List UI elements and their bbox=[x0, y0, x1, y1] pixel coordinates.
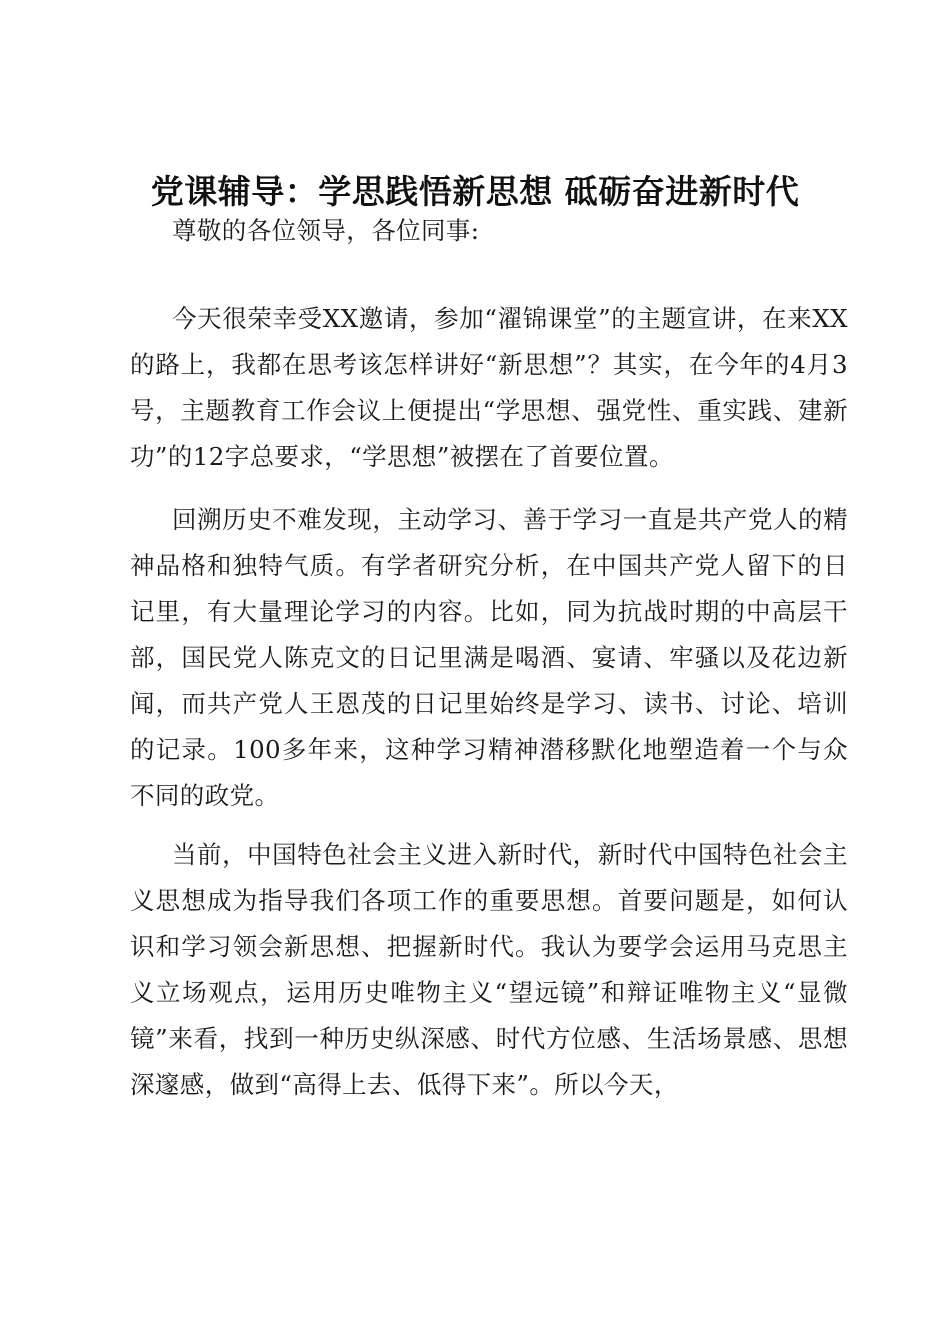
body-paragraph-2: 回溯历史不难发现，主动学习、善于学习一直是共产党人的精神品格和独特气质。有学者研究分析，在中国共产党人留下的日记里，有大量理论学习的内容。比如，同为抗战时期的中高层干部，国民党人陈克文的日记里满是喝酒、宴请、牢骚以及花边新闻，而共产党人王恩茂的日记里始终是学习、读书、讨论、培训的记录。100多年来，这种学习精神潜移默化地塑造着一个与众不同的政党。 bbox=[130, 505, 848, 810]
greeting-paragraph: 尊敬的各位领导，各位同事: bbox=[172, 216, 480, 245]
body-paragraph-1: 今天很荣幸受XX邀请，参加“濯锦课堂”的主题宣讲，在来XX的路上，我都在思考该怎样讲好“新思想”？其实，在今年的4月3号，主题教育工作会议上便提出“学思想、强党性、重实践、建新功”的12字总要求，“学思想”被摆在了首要位置。 bbox=[130, 304, 848, 471]
body-paragraph-3: 当前，中国特色社会主义进入新时代，新时代中国特色社会主义思想成为指导我们各项工作的重要思想。首要问题是，如何认识和学习领会新思想、把握新时代。我认为要学会运用马克思主义立场观点，运用历史唯物主义“望远镜”和辩证唯物主义“显微镜”来看，找到一种历史纵深感、时代方位感、生活场景感、思想深邃感，做到“高得上去、低得下来”。所以今天， bbox=[130, 840, 848, 1099]
document-title: 党课辅导：学思践悟新思想 砥砺奋进新时代 bbox=[150, 172, 800, 211]
